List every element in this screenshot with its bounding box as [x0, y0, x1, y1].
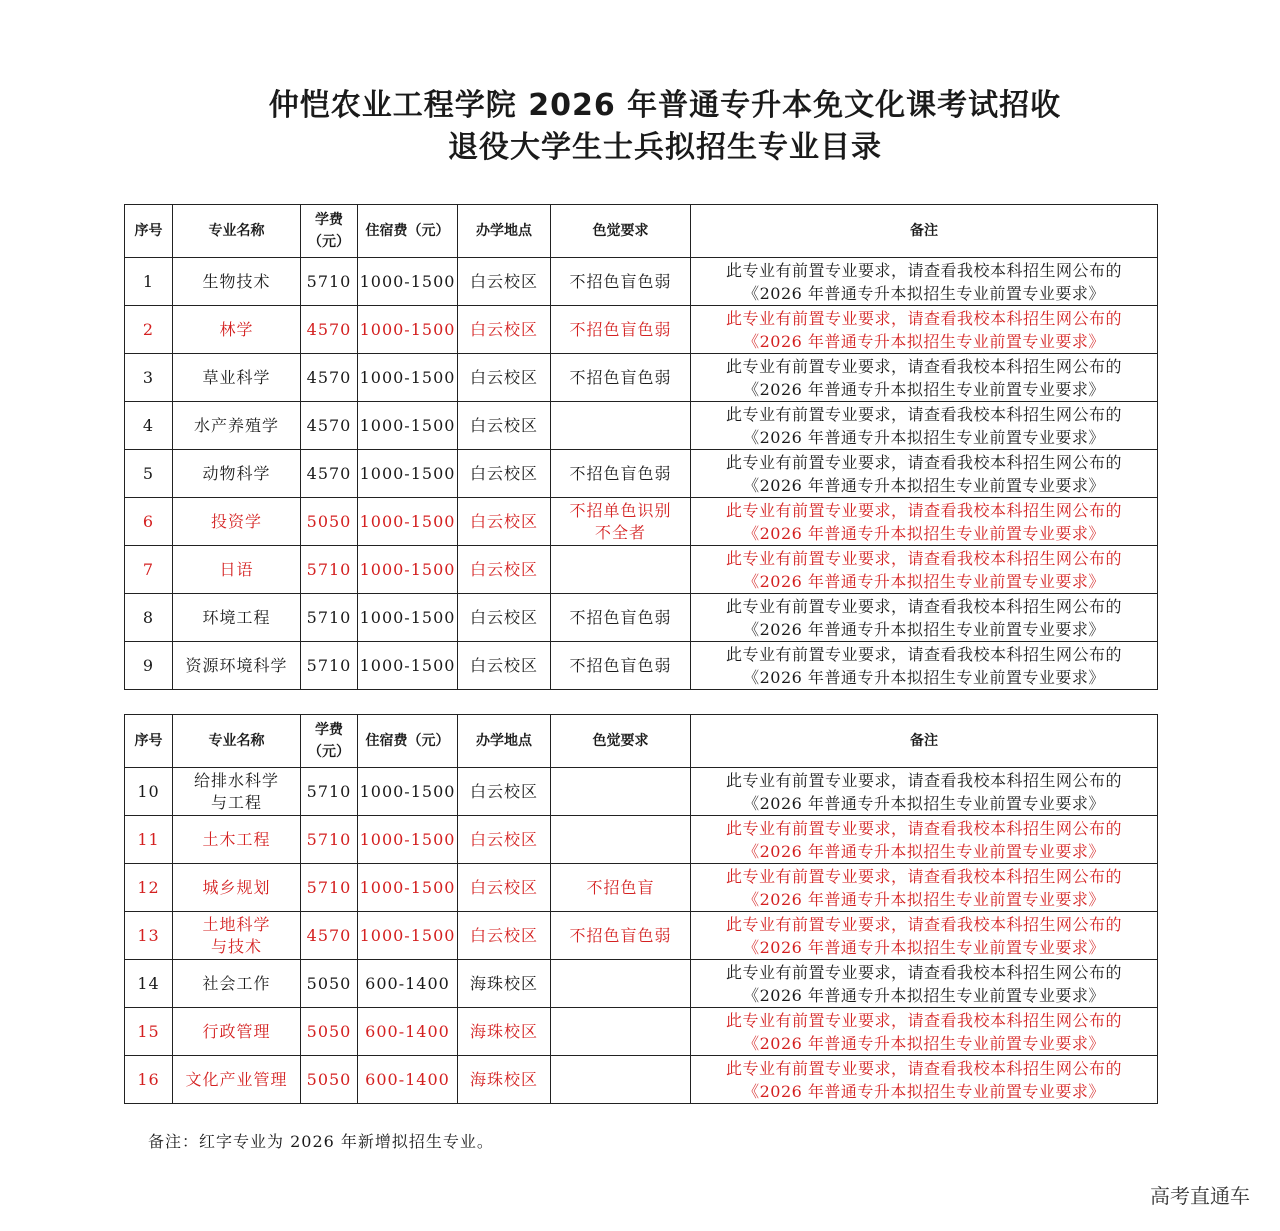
cell-tuition: 5710 — [301, 816, 358, 864]
cell-dorm: 1000-1500 — [358, 768, 458, 816]
cell-note: 此专业有前置专业要求，请查看我校本科招生网公布的 《2026 年普通专升本拟招生专业前置专业要求》 — [691, 402, 1158, 450]
cell-major: 日语 — [173, 546, 301, 594]
cell-no: 9 — [125, 642, 173, 690]
header-color: 色觉要求 — [551, 205, 691, 258]
cell-color-requirement: 不招色盲色弱 — [551, 912, 691, 960]
cell-color-requirement — [551, 768, 691, 816]
cell-tuition: 4570 — [301, 306, 358, 354]
cell-tuition: 4570 — [301, 354, 358, 402]
cell-campus: 海珠校区 — [458, 1008, 551, 1056]
cell-campus: 海珠校区 — [458, 1056, 551, 1104]
cell-dorm: 1000-1500 — [358, 306, 458, 354]
watermark: 高考直通车 — [1150, 1184, 1250, 1208]
header-note: 备注 — [691, 715, 1158, 768]
table-row — [125, 864, 1158, 912]
cell-no: 16 — [125, 1056, 173, 1104]
cell-campus: 白云校区 — [458, 594, 551, 642]
cell-major: 草业科学 — [173, 354, 301, 402]
cell-dorm: 1000-1500 — [358, 258, 458, 306]
cell-tuition: 5050 — [301, 960, 358, 1008]
table-row — [125, 816, 1158, 864]
table-row — [125, 546, 1158, 594]
major-table-1 — [124, 204, 1158, 690]
cell-note: 此专业有前置专业要求，请查看我校本科招生网公布的 《2026 年普通专升本拟招生专业前置专业要求》 — [691, 864, 1158, 912]
cell-dorm: 1000-1500 — [358, 912, 458, 960]
cell-no: 13 — [125, 912, 173, 960]
table-row — [125, 960, 1158, 1008]
cell-no: 10 — [125, 768, 173, 816]
cell-dorm: 1000-1500 — [358, 498, 458, 546]
cell-dorm: 600-1400 — [358, 1008, 458, 1056]
document-title-line1: 仲恺农业工程学院 2026 年普通专升本免文化课考试招收 — [268, 88, 1062, 123]
cell-note: 此专业有前置专业要求，请查看我校本科招生网公布的 《2026 年普通专升本拟招生专业前置专业要求》 — [691, 546, 1158, 594]
cell-campus: 白云校区 — [458, 498, 551, 546]
cell-no: 4 — [125, 402, 173, 450]
cell-note: 此专业有前置专业要求，请查看我校本科招生网公布的 《2026 年普通专升本拟招生专业前置专业要求》 — [691, 642, 1158, 690]
cell-dorm: 1000-1500 — [358, 546, 458, 594]
table-row — [125, 450, 1158, 498]
table-row — [125, 642, 1158, 690]
cell-campus: 白云校区 — [458, 258, 551, 306]
cell-dorm: 1000-1500 — [358, 864, 458, 912]
cell-color-requirement — [551, 1056, 691, 1104]
cell-major: 给排水科学 与工程 — [173, 768, 301, 816]
table-row — [125, 594, 1158, 642]
table-row — [125, 498, 1158, 546]
cell-major: 动物科学 — [173, 450, 301, 498]
cell-campus: 白云校区 — [458, 816, 551, 864]
cell-major: 投资学 — [173, 498, 301, 546]
cell-tuition: 5710 — [301, 864, 358, 912]
cell-color-requirement: 不招色盲色弱 — [551, 642, 691, 690]
cell-dorm: 1000-1500 — [358, 450, 458, 498]
cell-major: 城乡规划 — [173, 864, 301, 912]
cell-dorm: 1000-1500 — [358, 354, 458, 402]
cell-tuition: 5050 — [301, 1008, 358, 1056]
cell-major: 水产养殖学 — [173, 402, 301, 450]
cell-major: 林学 — [173, 306, 301, 354]
table-row — [125, 1056, 1158, 1104]
cell-no: 1 — [125, 258, 173, 306]
major-table-2 — [124, 714, 1158, 1104]
table-row — [125, 912, 1158, 960]
cell-tuition: 4570 — [301, 450, 358, 498]
cell-note: 此专业有前置专业要求，请查看我校本科招生网公布的 《2026 年普通专升本拟招生专业前置专业要求》 — [691, 1056, 1158, 1104]
cell-note: 此专业有前置专业要求，请查看我校本科招生网公布的 《2026 年普通专升本拟招生专业前置专业要求》 — [691, 354, 1158, 402]
cell-tuition: 5710 — [301, 768, 358, 816]
cell-note: 此专业有前置专业要求，请查看我校本科招生网公布的 《2026 年普通专升本拟招生专业前置专业要求》 — [691, 258, 1158, 306]
cell-color-requirement: 不招色盲色弱 — [551, 258, 691, 306]
cell-no: 11 — [125, 816, 173, 864]
cell-note: 此专业有前置专业要求，请查看我校本科招生网公布的 《2026 年普通专升本拟招生专业前置专业要求》 — [691, 960, 1158, 1008]
cell-note: 此专业有前置专业要求，请查看我校本科招生网公布的 《2026 年普通专升本拟招生专业前置专业要求》 — [691, 306, 1158, 354]
cell-tuition: 5050 — [301, 1056, 358, 1104]
cell-color-requirement: 不招色盲 — [551, 864, 691, 912]
cell-tuition: 5710 — [301, 594, 358, 642]
cell-note: 此专业有前置专业要求，请查看我校本科招生网公布的 《2026 年普通专升本拟招生专业前置专业要求》 — [691, 1008, 1158, 1056]
header-color: 色觉要求 — [551, 715, 691, 768]
header-note: 备注 — [691, 205, 1158, 258]
cell-tuition: 5710 — [301, 642, 358, 690]
cell-tuition: 5710 — [301, 546, 358, 594]
cell-major: 社会工作 — [173, 960, 301, 1008]
table-row — [125, 258, 1158, 306]
table-header-row — [125, 715, 1158, 768]
cell-dorm: 600-1400 — [358, 1056, 458, 1104]
cell-campus: 白云校区 — [458, 450, 551, 498]
cell-color-requirement: 不招色盲色弱 — [551, 306, 691, 354]
header-dorm: 住宿费（元） — [358, 205, 458, 258]
cell-dorm: 1000-1500 — [358, 594, 458, 642]
cell-campus: 白云校区 — [458, 402, 551, 450]
cell-color-requirement — [551, 402, 691, 450]
cell-tuition: 5050 — [301, 498, 358, 546]
header-dorm: 住宿费（元） — [358, 715, 458, 768]
header-tuition: 学费 （元） — [301, 715, 358, 768]
cell-dorm: 1000-1500 — [358, 642, 458, 690]
cell-color-requirement — [551, 546, 691, 594]
cell-no: 6 — [125, 498, 173, 546]
cell-no: 5 — [125, 450, 173, 498]
header-major: 专业名称 — [173, 205, 301, 258]
cell-note: 此专业有前置专业要求，请查看我校本科招生网公布的 《2026 年普通专升本拟招生专业前置专业要求》 — [691, 816, 1158, 864]
cell-tuition: 4570 — [301, 912, 358, 960]
cell-note: 此专业有前置专业要求，请查看我校本科招生网公布的 《2026 年普通专升本拟招生专业前置专业要求》 — [691, 912, 1158, 960]
cell-campus: 白云校区 — [458, 306, 551, 354]
cell-dorm: 600-1400 — [358, 960, 458, 1008]
cell-campus: 白云校区 — [458, 864, 551, 912]
cell-tuition: 5710 — [301, 258, 358, 306]
cell-major: 文化产业管理 — [173, 1056, 301, 1104]
cell-campus: 白云校区 — [458, 768, 551, 816]
table-row — [125, 354, 1158, 402]
footnote: 备注：红字专业为 2026 年新增拟招生专业。 — [148, 1132, 494, 1151]
cell-color-requirement: 不招色盲色弱 — [551, 594, 691, 642]
cell-major: 资源环境科学 — [173, 642, 301, 690]
cell-no: 3 — [125, 354, 173, 402]
document-title-line2: 退役大学生士兵拟招生专业目录 — [448, 130, 882, 165]
header-campus: 办学地点 — [458, 205, 551, 258]
cell-campus: 白云校区 — [458, 546, 551, 594]
cell-color-requirement: 不招单色识别 不全者 — [551, 498, 691, 546]
cell-no: 8 — [125, 594, 173, 642]
header-no: 序号 — [125, 715, 173, 768]
cell-color-requirement — [551, 816, 691, 864]
cell-no: 14 — [125, 960, 173, 1008]
cell-campus: 白云校区 — [458, 642, 551, 690]
cell-campus: 海珠校区 — [458, 960, 551, 1008]
cell-no: 7 — [125, 546, 173, 594]
table-row — [125, 768, 1158, 816]
cell-major: 生物技术 — [173, 258, 301, 306]
cell-note: 此专业有前置专业要求，请查看我校本科招生网公布的 《2026 年普通专升本拟招生专业前置专业要求》 — [691, 450, 1158, 498]
header-major: 专业名称 — [173, 715, 301, 768]
cell-campus: 白云校区 — [458, 354, 551, 402]
cell-color-requirement — [551, 960, 691, 1008]
cell-major: 土地科学 与技术 — [173, 912, 301, 960]
cell-dorm: 1000-1500 — [358, 816, 458, 864]
cell-major: 行政管理 — [173, 1008, 301, 1056]
header-no: 序号 — [125, 205, 173, 258]
cell-note: 此专业有前置专业要求，请查看我校本科招生网公布的 《2026 年普通专升本拟招生专业前置专业要求》 — [691, 768, 1158, 816]
cell-note: 此专业有前置专业要求，请查看我校本科招生网公布的 《2026 年普通专升本拟招生专业前置专业要求》 — [691, 498, 1158, 546]
cell-tuition: 4570 — [301, 402, 358, 450]
cell-note: 此专业有前置专业要求，请查看我校本科招生网公布的 《2026 年普通专升本拟招生专业前置专业要求》 — [691, 594, 1158, 642]
cell-color-requirement: 不招色盲色弱 — [551, 450, 691, 498]
table-row — [125, 1008, 1158, 1056]
cell-no: 2 — [125, 306, 173, 354]
header-campus: 办学地点 — [458, 715, 551, 768]
cell-color-requirement: 不招色盲色弱 — [551, 354, 691, 402]
header-tuition: 学费 （元） — [301, 205, 358, 258]
cell-color-requirement — [551, 1008, 691, 1056]
cell-no: 15 — [125, 1008, 173, 1056]
cell-major: 环境工程 — [173, 594, 301, 642]
cell-dorm: 1000-1500 — [358, 402, 458, 450]
table-row — [125, 306, 1158, 354]
cell-campus: 白云校区 — [458, 912, 551, 960]
cell-major: 土木工程 — [173, 816, 301, 864]
cell-no: 12 — [125, 864, 173, 912]
table-header-row — [125, 205, 1158, 258]
table-row — [125, 402, 1158, 450]
